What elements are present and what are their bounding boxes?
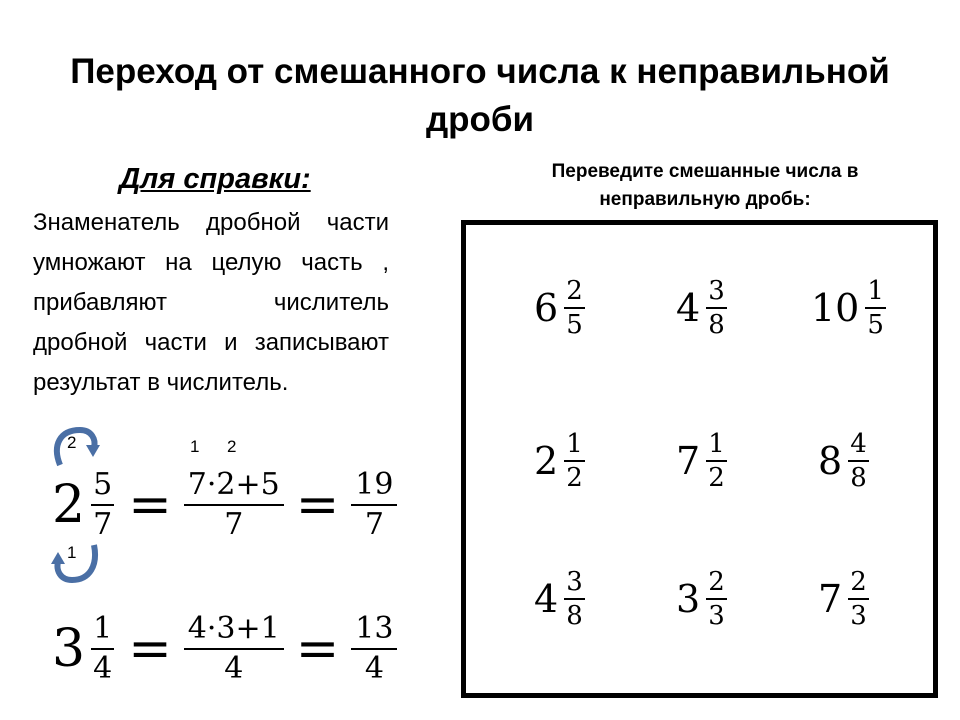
page-title: Переход от смешанного числа к неправильной дроби — [70, 52, 890, 139]
example-equation-2 — [52, 612, 395, 686]
expression-fraction — [186, 612, 282, 686]
mixed-fraction — [848, 430, 869, 492]
mixed-whole: 2 — [52, 475, 86, 535]
mixed-fraction — [91, 468, 114, 542]
expression-denominator: 7 — [184, 504, 284, 542]
numerator: 2 — [708, 567, 725, 597]
mixed-whole: 3 — [52, 619, 86, 679]
exercise-item — [534, 277, 585, 339]
denominator: 4 — [91, 648, 114, 686]
denominator: 5 — [865, 307, 886, 339]
exercise-item — [534, 430, 585, 492]
exercise-item — [818, 568, 869, 630]
reference-text: Знаменатель дробной части умножают на целую часть , прибавляют числитель дробной части и записывают результат в числитель. — [33, 209, 389, 396]
exercise-box — [461, 220, 938, 698]
mixed-fraction — [564, 568, 585, 630]
expression-numerator: 7·2+5 — [187, 467, 280, 502]
reference-heading: Для справки: — [119, 163, 311, 195]
mixed-whole: 4 — [676, 286, 701, 330]
mixed-fraction — [706, 277, 727, 339]
result-fraction — [353, 612, 395, 686]
exercise-item — [676, 568, 727, 630]
mixed-whole: 8 — [818, 439, 843, 483]
denominator: 8 — [848, 460, 869, 492]
arrow-step-label-bottom: 1 — [67, 543, 77, 562]
result-numerator: 13 — [355, 611, 394, 646]
mixed-fraction — [564, 277, 585, 339]
exercise-item — [676, 430, 727, 492]
numerator: 5 — [93, 467, 113, 502]
expression-numerator: 4·3+1 — [187, 611, 280, 646]
equals-sign: = — [128, 475, 172, 535]
mixed-fraction — [865, 277, 886, 339]
mixed-whole: 2 — [534, 439, 559, 483]
exercise-item — [534, 568, 585, 630]
mixed-whole: 7 — [818, 577, 843, 621]
numerator: 1 — [566, 429, 583, 459]
mixed-fraction — [706, 430, 727, 492]
mixed-whole: 7 — [676, 439, 701, 483]
numerator: 4 — [850, 429, 867, 459]
mixed-fraction — [706, 568, 727, 630]
denominator: 8 — [564, 598, 585, 630]
example-equation-1 — [52, 468, 395, 542]
denominator: 3 — [848, 598, 869, 630]
equals-sign: = — [295, 619, 340, 679]
order-label-1: 1 — [190, 437, 200, 456]
denominator: 2 — [706, 460, 727, 492]
denominator: 2 — [564, 460, 585, 492]
exercise-item — [676, 277, 727, 339]
result-denominator: 4 — [351, 648, 397, 686]
mixed-whole: 6 — [534, 286, 559, 330]
denominator: 7 — [91, 504, 114, 542]
order-label-2: 2 — [227, 437, 237, 456]
mixed-whole: 4 — [534, 577, 559, 621]
denominator: 8 — [706, 307, 727, 339]
numerator: 3 — [566, 567, 583, 597]
numerator: 2 — [850, 567, 867, 597]
numerator: 3 — [708, 276, 725, 306]
mixed-fraction — [564, 430, 585, 492]
mixed-whole: 3 — [676, 577, 701, 621]
expression-denominator: 4 — [184, 648, 284, 686]
exercise-item — [818, 430, 869, 492]
denominator: 3 — [706, 598, 727, 630]
expression-fraction — [186, 468, 282, 542]
equals-sign: = — [128, 619, 172, 679]
denominator: 5 — [564, 307, 585, 339]
equals-sign: = — [295, 475, 340, 535]
task-heading: Переведите смешанные числа в неправильную дробь: — [551, 161, 859, 210]
numerator: 1 — [93, 611, 113, 646]
arrow-step-label-top: 2 — [67, 433, 77, 452]
numerator: 1 — [867, 276, 884, 306]
mixed-fraction — [848, 568, 869, 630]
numerator: 2 — [566, 276, 583, 306]
result-denominator: 7 — [351, 504, 397, 542]
mixed-whole: 10 — [811, 286, 860, 330]
exercise-item — [811, 277, 886, 339]
mixed-fraction — [91, 612, 114, 686]
numerator: 1 — [708, 429, 725, 459]
result-numerator: 19 — [355, 467, 394, 502]
result-fraction — [353, 468, 395, 542]
